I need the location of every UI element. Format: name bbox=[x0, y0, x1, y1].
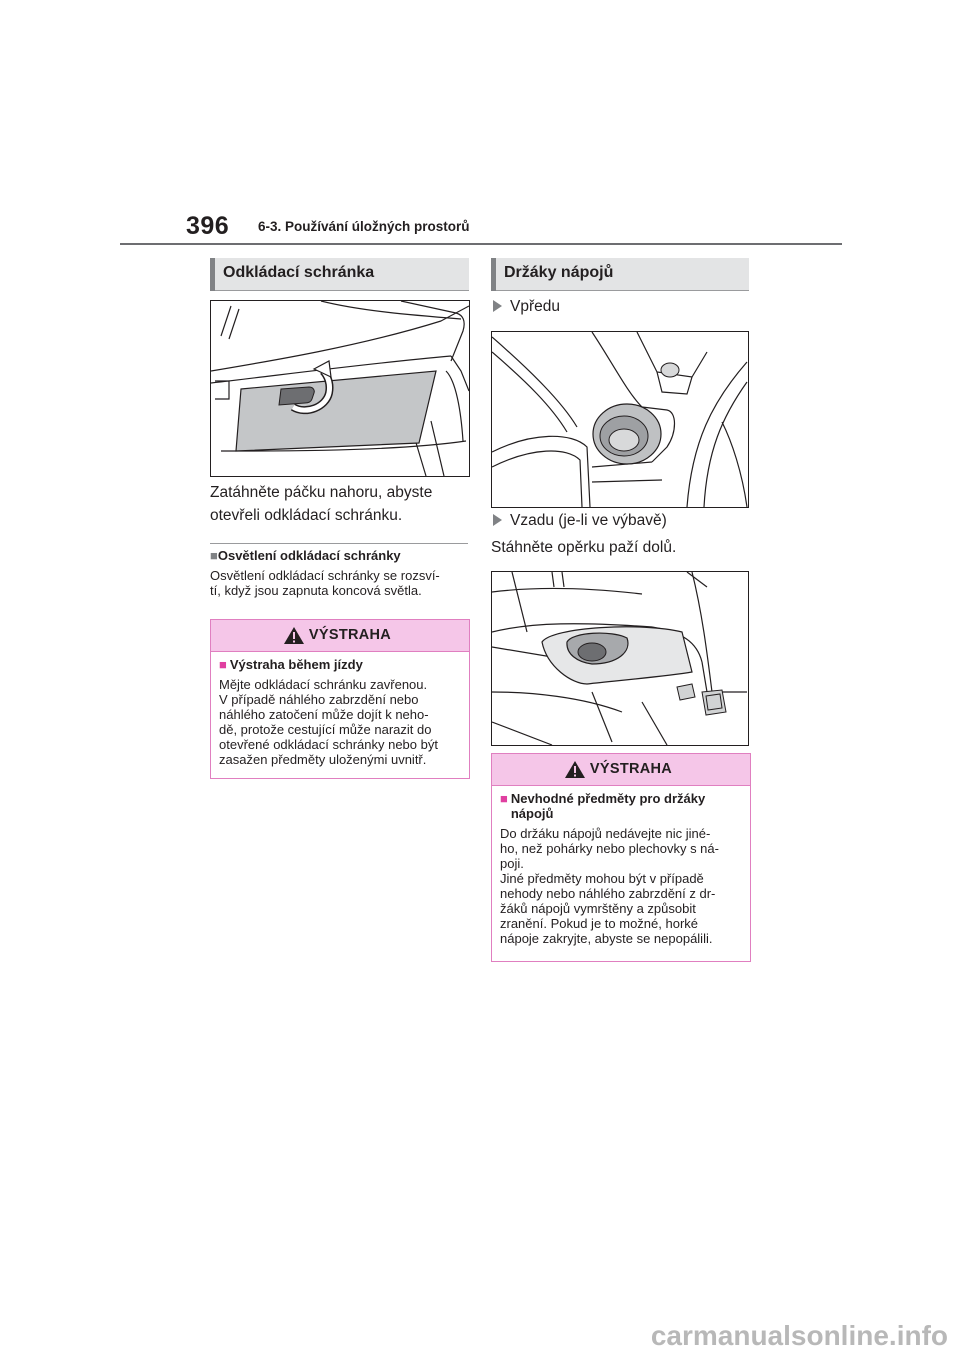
warning-header bbox=[211, 620, 469, 652]
glovebox-illustration bbox=[210, 300, 470, 477]
warning-subtitle-row bbox=[219, 657, 461, 672]
warning-line: otevřené odkládací schránky nebo být bbox=[219, 737, 438, 752]
warning-title: VÝSTRAHA bbox=[589, 761, 673, 777]
subsection-text-light bbox=[210, 568, 472, 598]
triangle-bullet-icon bbox=[493, 514, 502, 526]
warning-body bbox=[492, 786, 750, 954]
glovebox-drawing bbox=[211, 301, 469, 476]
warning-line: poji. bbox=[500, 856, 524, 871]
warning-header bbox=[492, 754, 750, 786]
warning-line: ho, než pohárky nebo plechovky s ná- bbox=[500, 841, 719, 856]
section-header-bar bbox=[210, 258, 215, 291]
warning-line: náhlého zatočení může dojít k neho- bbox=[219, 707, 429, 722]
rear-instruction: Stáhněte opěrku paží dolů. bbox=[491, 539, 677, 556]
warning-box-cupholders bbox=[491, 753, 751, 962]
subsection-heading-light bbox=[210, 548, 401, 563]
warning-line: dě, protože cestující může narazit do bbox=[219, 722, 432, 737]
front-cupholder-drawing bbox=[492, 332, 748, 507]
warning-subtitle-line1: Nevhodné předměty pro držáky bbox=[510, 791, 706, 806]
section-header-bar bbox=[491, 258, 496, 291]
page-number: 396 bbox=[186, 212, 230, 240]
warning-body bbox=[211, 652, 469, 775]
glovebox-instruction bbox=[210, 481, 480, 527]
light-text-line2: tí, když jsou zapnuta koncová světla. bbox=[210, 583, 422, 598]
front-label-row bbox=[493, 295, 560, 318]
warning-line: zranění. Pokud je to možné, horké bbox=[500, 916, 699, 931]
glovebox-instruction-line2: otevřeli odkládací schránku. bbox=[210, 507, 403, 524]
section-header-cupholders bbox=[491, 258, 749, 291]
warning-line: žáků nápojů vymrštěny a způsobit bbox=[500, 901, 696, 916]
header-rule bbox=[120, 243, 842, 245]
rear-cupholder-drawing bbox=[492, 572, 748, 745]
rear-label: Vzadu (je-li ve výbavě) bbox=[510, 512, 667, 529]
light-text-line1: Osvětlení odkládací schránky se rozsví- bbox=[210, 568, 440, 583]
triangle-bullet-icon bbox=[493, 300, 502, 312]
warning-line: Jiné předměty mohou být v případě bbox=[500, 871, 704, 886]
glovebox-instruction-line1: Zatáhněte páčku nahoru, abyste bbox=[210, 484, 433, 501]
warning-line: Mějte odkládací schránku zavřenou. bbox=[219, 677, 428, 692]
watermark: carmanualsonline.info bbox=[650, 1320, 948, 1351]
chapter-title: 6-3. Používání úložných prostorů bbox=[258, 219, 470, 234]
section-title-cupholders: Držáky nápojů bbox=[504, 264, 614, 281]
warning-title: VÝSTRAHA bbox=[308, 627, 392, 643]
pink-square-bullet-icon: ■ bbox=[219, 657, 227, 672]
front-cupholder-illustration bbox=[491, 331, 749, 508]
warning-subtitle-row bbox=[500, 791, 742, 821]
warning-subtitle bbox=[511, 791, 705, 821]
section-title-glovebox: Odkládací schránka bbox=[223, 264, 375, 281]
warning-line: nápoje zakryjte, abyste se nepopálili. bbox=[500, 931, 713, 946]
warning-subtitle: Výstraha během jízdy bbox=[229, 657, 363, 672]
subsection-title-light: Osvětlení odkládací schránky bbox=[217, 548, 401, 563]
subsection-rule bbox=[210, 543, 468, 544]
rear-label-row bbox=[493, 509, 667, 532]
square-bullet-icon: ■ bbox=[210, 548, 218, 563]
warning-line: Do držáku nápojů nedávejte nic jiné- bbox=[500, 826, 711, 841]
section-header-glovebox bbox=[210, 258, 469, 291]
front-label: Vpředu bbox=[510, 298, 560, 315]
warning-line: nehody nebo náhlého zabrzdění z dr- bbox=[500, 886, 716, 901]
warning-subtitle-line2: nápojů bbox=[510, 806, 554, 821]
warning-box-glovebox bbox=[210, 619, 470, 779]
pink-square-bullet-icon: ■ bbox=[500, 791, 508, 806]
rear-cupholder-illustration bbox=[491, 571, 749, 746]
warning-line: zasažen předměty uloženými uvnitř. bbox=[219, 752, 427, 767]
warning-line: V případě náhlého zabrzdění nebo bbox=[219, 692, 419, 707]
